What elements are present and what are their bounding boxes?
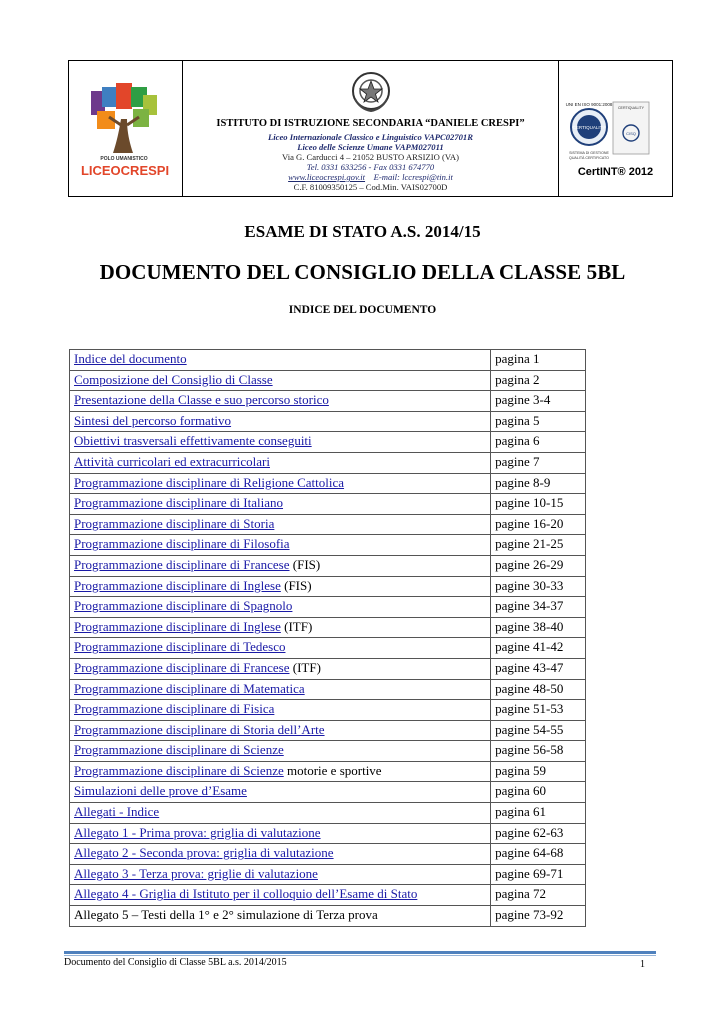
svg-text:UNI EN ISO 9001:2008: UNI EN ISO 9001:2008 [565, 102, 613, 107]
table-row [70, 370, 586, 391]
index-entry [70, 720, 491, 741]
footer-text: Documento del Consiglio di Classe 5BL a.s. 2014/2015 [64, 957, 287, 968]
table-row [70, 535, 586, 556]
index-page: pagine 48-50 [491, 679, 586, 700]
index-entry [70, 555, 491, 576]
index-link[interactable]: Allegato 2 - Seconda prova: griglia di valutazione [74, 845, 334, 861]
school-line-2: Liceo delle Scienze Umane VAPM027011 [297, 142, 444, 152]
index-link[interactable]: Programmazione disciplinare di Scienze [74, 742, 284, 758]
index-page: pagine 56-58 [491, 741, 586, 762]
index-entry [70, 411, 491, 432]
table-row [70, 720, 586, 741]
table-row [70, 597, 586, 618]
index-entry [70, 658, 491, 679]
index-entry [70, 535, 491, 556]
index-page: pagina 1 [491, 350, 586, 371]
table-row [70, 432, 586, 453]
index-link[interactable]: Indice del documento [74, 351, 187, 366]
index-page: pagine 8-9 [491, 473, 586, 494]
index-entry [70, 906, 491, 927]
svg-text:CERTIQUALITY: CERTIQUALITY [572, 125, 606, 130]
school-website-link[interactable]: www.liceocrespi.gov.it [288, 172, 366, 182]
index-entry [70, 844, 491, 865]
footer-rule-thin [64, 955, 656, 956]
table-row [70, 761, 586, 782]
index-page: pagine 73-92 [491, 906, 586, 927]
index-entry [70, 597, 491, 618]
index-heading: INDICE DEL DOCUMENTO [288, 304, 437, 316]
index-entry-suffix: motorie e sportive [283, 762, 382, 778]
index-link[interactable]: Programmazione disciplinare di Scienze [74, 762, 284, 778]
svg-text:POLO UMANISTICO: POLO UMANISTICO [100, 156, 148, 162]
school-logo [69, 61, 180, 196]
page-number: 1 [640, 959, 645, 970]
index-link[interactable]: Presentazione della Classe e suo percorso storico [74, 392, 329, 408]
table-row [70, 473, 586, 494]
index-entry-suffix: (ITF) [289, 659, 321, 675]
school-contacts [183, 172, 558, 182]
svg-text:QUALITÀ CERTIFICATO: QUALITÀ CERTIFICATO [569, 156, 609, 160]
index-link[interactable]: Composizione del Consiglio di Classe [74, 371, 273, 387]
index-entry [70, 864, 491, 885]
index-entry [70, 761, 491, 782]
index-entry [70, 700, 491, 721]
index-entry [70, 452, 491, 473]
table-row [70, 844, 586, 865]
index-page: pagine 51-53 [491, 700, 586, 721]
table-row [70, 906, 586, 927]
index-link[interactable]: Allegati - Indice [74, 804, 160, 820]
school-logo-cell [69, 61, 183, 196]
index-entry-suffix: Allegato 5 – Testi della 1° e 2° simulazione di Terza prova [74, 907, 378, 923]
document-header [68, 60, 673, 197]
certification-cell [559, 61, 672, 196]
index-link[interactable]: Obiettivi trasversali effettivamente conseguiti [74, 433, 312, 449]
index-page: pagina 59 [491, 761, 586, 782]
index-page: pagine 62-63 [491, 823, 586, 844]
school-address: Via G. Carducci 4 – 21052 BUSTO ARSIZIO (VA) [282, 152, 459, 162]
index-entry [70, 514, 491, 535]
svg-text:SISTEMA DI GESTIONE: SISTEMA DI GESTIONE [569, 151, 609, 155]
table-row [70, 391, 586, 412]
index-link[interactable]: Programmazione disciplinare di Fisica [74, 701, 275, 717]
index-entry [70, 885, 491, 906]
index-link[interactable]: Allegato 3 - Terza prova: griglie di valutazione [74, 865, 318, 881]
index-entry [70, 782, 491, 803]
table-row [70, 555, 586, 576]
table-row [70, 803, 586, 824]
table-row [70, 617, 586, 638]
school-email: E-mail: lccrespi@tin.it [373, 172, 453, 182]
table-row [70, 700, 586, 721]
svg-text:LICEOCRESPI: LICEOCRESPI [80, 163, 170, 178]
school-phone: Tel. 0331 633256 - Fax 0331 674770 [306, 162, 435, 172]
index-link[interactable]: Programmazione disciplinare di Religione Cattolica [74, 474, 345, 490]
index-page: pagine 21-25 [491, 535, 586, 556]
italian-republic-emblem [350, 69, 392, 113]
table-row [70, 452, 586, 473]
index-page: pagine 38-40 [491, 617, 586, 638]
document-title: DOCUMENTO DEL CONSIGLIO DELLA CLASSE 5BL [99, 260, 626, 284]
index-link[interactable]: Programmazione disciplinare di Storia [74, 515, 275, 531]
index-link[interactable]: Programmazione disciplinare di Filosofia [74, 536, 290, 552]
index-entry [70, 823, 491, 844]
index-page: pagine 69-71 [491, 864, 586, 885]
table-row [70, 658, 586, 679]
index-link[interactable]: Programmazione disciplinare di Storia dell’Arte [74, 721, 325, 737]
index-entry [70, 679, 491, 700]
index-page: pagine 30-33 [491, 576, 586, 597]
school-name: ISTITUTO DI ISTRUZIONE SECONDARIA “DANIELE CRESPI” [216, 118, 525, 129]
index-page: pagine 10-15 [491, 494, 586, 515]
exam-title: ESAME DI STATO A.S. 2014/15 [244, 222, 481, 241]
index-page: pagine 64-68 [491, 844, 586, 865]
index-page: pagine 7 [491, 452, 586, 473]
school-fiscal-code: C.F. 81009350125 – Cod.Min. VAIS02700D [293, 182, 448, 192]
index-link[interactable]: Programmazione disciplinare di Italiano [74, 495, 284, 511]
index-link[interactable]: Programmazione disciplinare di Francese [74, 659, 290, 675]
index-entry [70, 432, 491, 453]
index-page: pagine 41-42 [491, 638, 586, 659]
svg-text:CISQ: CISQ [626, 131, 636, 136]
index-entry [70, 638, 491, 659]
index-link[interactable]: Sintesi del percorso formativo [74, 412, 232, 428]
index-entry-suffix: (ITF) [280, 618, 313, 634]
index-link[interactable]: Programmazione disciplinare di Francese [74, 556, 290, 572]
index-link[interactable]: Programmazione disciplinare di Inglese [74, 618, 281, 634]
index-entry-suffix: (FIS) [289, 556, 321, 572]
index-link[interactable]: Programmazione disciplinare di Tedesco [74, 639, 286, 655]
index-link[interactable]: Simulazioni delle prove d’Esame [74, 783, 247, 799]
index-link[interactable]: Allegato 1 - Prima prova: griglia di valutazione [74, 824, 321, 840]
certint-label: CertINT® 2012 [577, 166, 654, 178]
table-row [70, 782, 586, 803]
index-page: pagina 61 [491, 803, 586, 824]
table-row [70, 494, 586, 515]
index-entry [70, 350, 491, 371]
index-page: pagine 34-37 [491, 597, 586, 618]
index-page: pagine 26-29 [491, 555, 586, 576]
index-entry [70, 803, 491, 824]
table-row [70, 514, 586, 535]
index-entry [70, 370, 491, 391]
index-link[interactable]: Programmazione disciplinare di Inglese [74, 577, 281, 593]
index-page: pagine 54-55 [491, 720, 586, 741]
table-row [70, 885, 586, 906]
index-link[interactable]: Programmazione disciplinare di Matematica [74, 680, 305, 696]
table-row [70, 638, 586, 659]
school-info-cell [183, 61, 559, 196]
index-page: pagine 3-4 [491, 391, 586, 412]
index-entry [70, 473, 491, 494]
index-page: pagine 43-47 [491, 658, 586, 679]
table-row [70, 741, 586, 762]
school-line-1: Liceo Internazionale Classico e Linguistico VAPC02701R [268, 132, 473, 142]
index-page: pagina 72 [491, 885, 586, 906]
svg-text:CERTIQUALITY: CERTIQUALITY [617, 106, 645, 110]
index-entry [70, 391, 491, 412]
table-row [70, 411, 586, 432]
index-page: pagina 60 [491, 782, 586, 803]
index-page: pagina 2 [491, 370, 586, 391]
index-link[interactable]: Programmazione disciplinare di Spagnolo [74, 598, 293, 614]
table-row [70, 864, 586, 885]
index-entry [70, 494, 491, 515]
index-table [69, 349, 586, 927]
footer-rule [64, 951, 656, 954]
table-row [70, 823, 586, 844]
index-link[interactable]: Allegato 4 - Griglia di Istituto per il colloquio dell’Esame di Stato [74, 886, 418, 902]
table-row [70, 679, 586, 700]
index-page: pagina 6 [491, 432, 586, 453]
index-entry [70, 741, 491, 762]
index-entry [70, 617, 491, 638]
index-entry [70, 576, 491, 597]
index-entry-suffix: (FIS) [280, 577, 312, 593]
index-link[interactable]: Attività curricolari ed extracurricolari [74, 453, 270, 469]
table-row [70, 350, 586, 371]
index-page: pagine 16-20 [491, 514, 586, 535]
index-page: pagina 5 [491, 411, 586, 432]
table-row [70, 576, 586, 597]
